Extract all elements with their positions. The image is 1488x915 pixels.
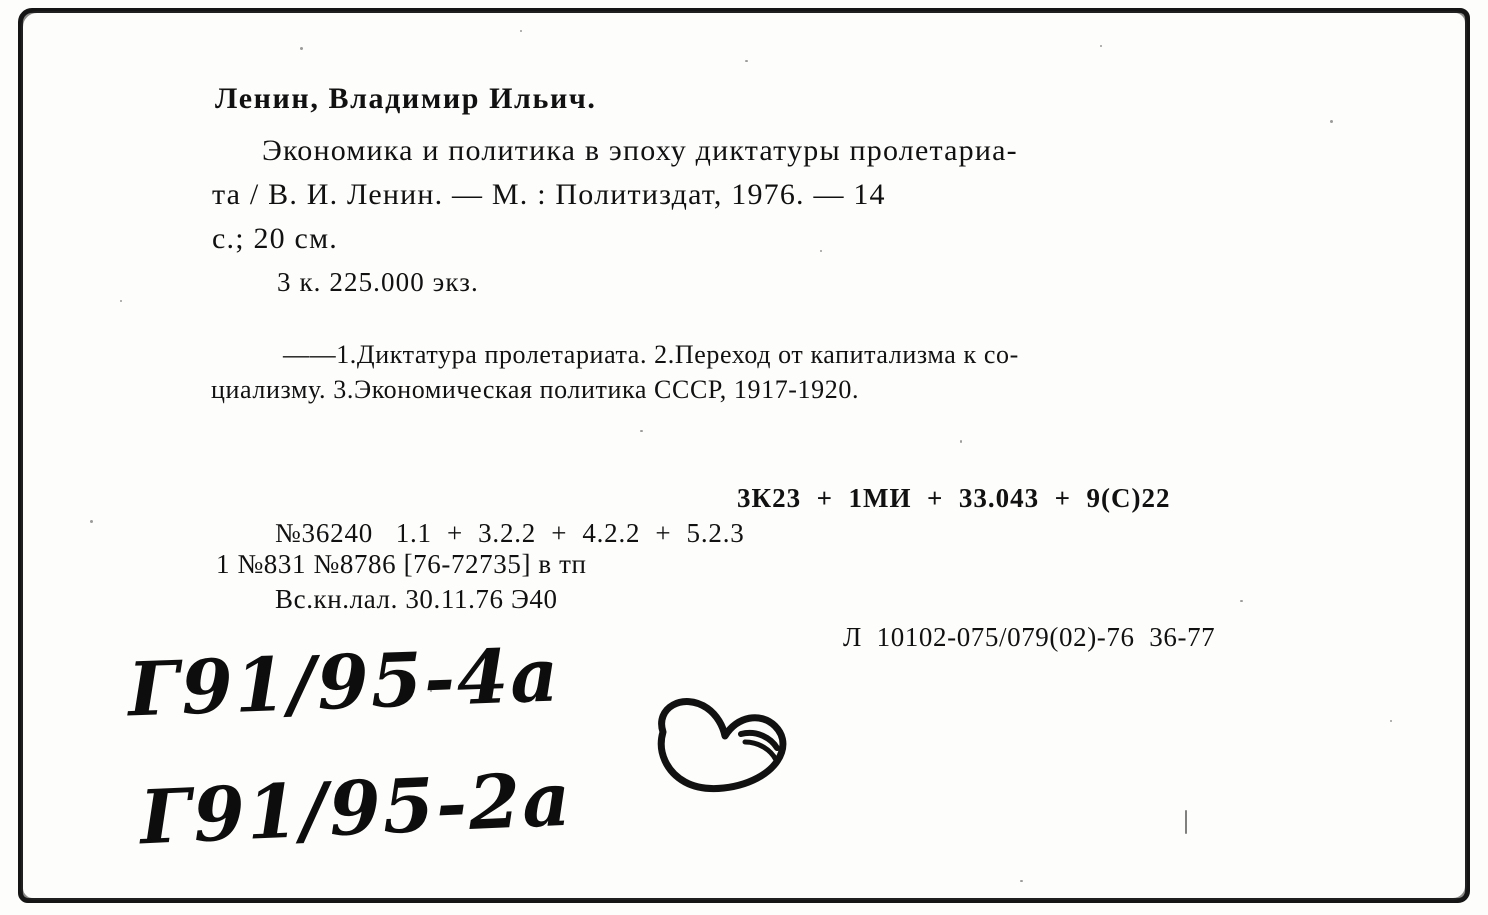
bibliography-line: Вс.кн.лал. 30.11.76 Э40 xyxy=(275,584,558,614)
author-heading: Ленин, Владимир Ильич. xyxy=(215,82,597,115)
title-statement-line-3: с.; 20 см. xyxy=(212,222,338,255)
classification-numbers: 3К23 + 1МИ + 33.043 + 9(С)22 xyxy=(737,483,1171,513)
heart-scribble-icon xyxy=(645,690,815,805)
handwritten-call-number-2: Г91/95-2а xyxy=(138,756,574,862)
title-statement-line-1: Экономика и политика в эпоху диктатуры пролетариа- xyxy=(262,134,1018,167)
subject-tracing-line-2: циализму. 3.Экономическая политика СССР, 1917-1920. xyxy=(211,375,860,404)
subject-tracing-line-1: ——1.Диктатура пролетариата. 2.Переход от капитализма к со- xyxy=(283,340,1019,369)
imprint-code: Л 10102-075/079(02)-76 36-77 xyxy=(843,622,1216,652)
price-and-print-run: 3 к. 225.000 экз. xyxy=(277,267,479,297)
copies-line: 1 №831 №8786 [76-72735] в тп xyxy=(216,549,587,579)
title-statement-line-2: та / В. И. Ленин. — М. : Политиздат, 1976. — 14 xyxy=(212,178,886,211)
accession-line: №36240 1.1 + 3.2.2 + 4.2.2 + 5.2.3 xyxy=(275,518,745,548)
handwritten-call-number-1: Г91/95-4а xyxy=(126,632,562,734)
